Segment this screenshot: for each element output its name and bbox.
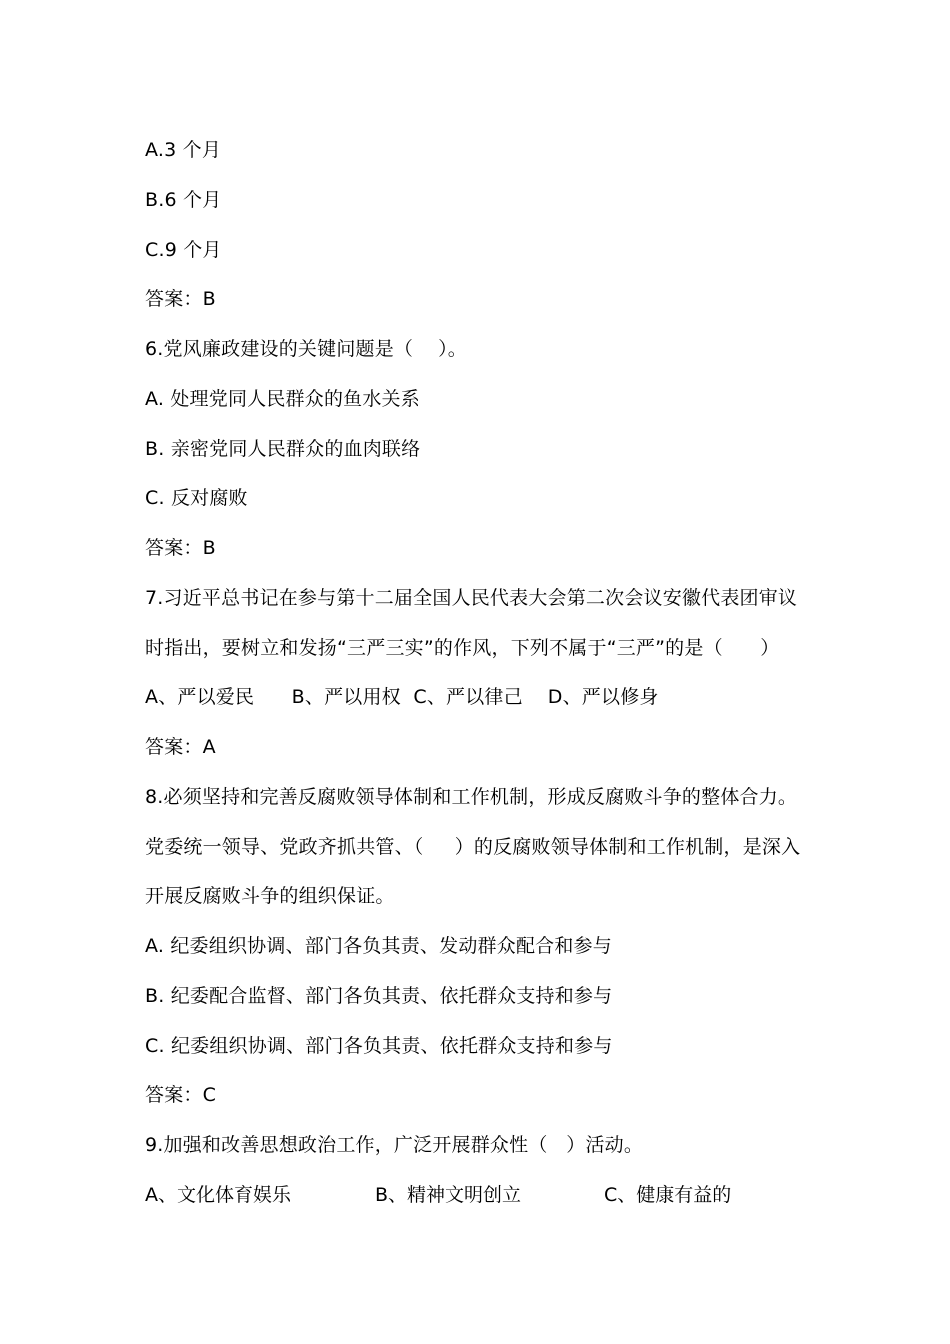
q8-option-c: C. 纪委组织协调、部门各负其责、依托群众支持和参与 xyxy=(145,1035,613,1057)
q8-answer: 答案：C xyxy=(145,1084,217,1106)
q9-option-c: C、健康有益的 xyxy=(604,1184,732,1206)
q7-question-line-1: 7.习近平总书记在参与第十二届全国人民代表大会第二次会议安徽代表团审议 xyxy=(145,587,798,609)
q5-option-b: B.6 个月 xyxy=(145,189,222,211)
q8-question-line-1: 8.必须坚持和完善反腐败领导体制和工作机制，形成反腐败斗争的整体合力。 xyxy=(145,786,798,808)
q9-option-b: B、精神文明创立 xyxy=(375,1184,522,1206)
q7-answer: 答案：A xyxy=(145,736,216,758)
q5-option-a: A.3 个月 xyxy=(145,139,222,161)
q6-answer: 答案：B xyxy=(145,537,216,559)
q8-question-line-3: 开展反腐败斗争的组织保证。 xyxy=(145,885,395,907)
q7-question-line-2: 时指出，要树立和发扬“三严三实”的作风，下列不属于“三严”的是（ ） xyxy=(145,637,780,659)
q8-option-a: A. 纪委组织协调、部门各负其责、发动群众配合和参与 xyxy=(145,935,612,957)
q9-option-a: A、文化体育娱乐 xyxy=(145,1184,291,1206)
q6-question: 6.党风廉政建设的关键问题是（ ）。 xyxy=(145,338,467,360)
q6-option-b: B. 亲密党同人民群众的血肉联络 xyxy=(145,438,421,460)
q5-answer: 答案：B xyxy=(145,288,216,310)
q8-option-b: B. 纪委配合监督、部门各负其责、依托群众支持和参与 xyxy=(145,985,613,1007)
q6-option-a: A. 处理党同人民群众的鱼水关系 xyxy=(145,388,420,410)
q7-options: A、严以爱民 B、严以用权 C、严以律己 D、严以修身 xyxy=(145,686,659,708)
q5-option-c: C.9 个月 xyxy=(145,239,222,261)
q9-question: 9.加强和改善思想政治工作，广泛开展群众性（ ）活动。 xyxy=(145,1134,644,1156)
q8-question-line-2: 党委统一领导、党政齐抓共管、（ ）的反腐败领导体制和工作机制，是深入 xyxy=(145,836,801,858)
q6-option-c: C. 反对腐败 xyxy=(145,487,248,509)
